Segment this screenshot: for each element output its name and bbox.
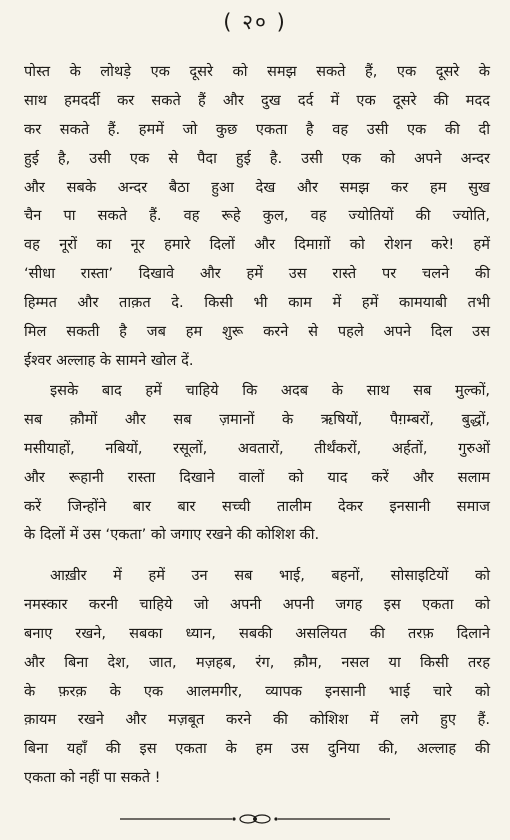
text-line: मिल सकती है जब हम शुरू करने से पहले अपने दिल उस — [24, 323, 490, 341]
page-number: ( २० ) — [223, 10, 287, 34]
text-line: साथ हमदर्दी कर सकते हैं और दुख दर्द में एक दूसरे की मदद — [24, 91, 490, 109]
text-line: सब क़ौमों और सब ज़मानों के ऋषियों, पैग़म्बरों, बुद्धों, — [24, 410, 490, 428]
paragraph-1 — [24, 58, 490, 376]
text-line: एकता को नहीं पा सकते ! — [24, 769, 161, 787]
text-line: हिम्मत और ताक़त दे. किसी भी काम में हमें कामयाबी तभी — [24, 294, 490, 312]
text-line: नमस्कार करनी चाहिये जो अपनी अपनी जगह इस एकता को — [24, 595, 490, 613]
text-line: हुई है, उसी एक से पैदा हुई है. उसी एक को अपने अन्दर — [24, 149, 490, 167]
text-line: ईश्वर अल्लाह के सामने खोल दें. — [24, 351, 194, 369]
text-line: आख़ीर में हमें उन सब भाई, बहनों, सोसाइटियों को — [50, 567, 490, 584]
paragraph-2 — [24, 377, 490, 550]
text-line: बनाए रखने, सबका ध्यान, सबकी असलियत की तरफ़ दिलाने — [24, 624, 490, 642]
text-line: पोस्त के लोथड़े एक दूसरे को समझ सकते हैं, एक दूसरे के — [24, 63, 490, 80]
text-line: क़ायम रखने और मज़बूत करने की कोशिश में लगे हुए हैं. — [24, 711, 490, 729]
text-line: चैन पा सकते हैं. वह रूहे कुल, वह ज्योतियों की ज्योति, — [24, 207, 490, 225]
text-line: और बिना देश, जात, मज़हब, रंग, क़ौम, नसल या किसी तरह — [24, 653, 490, 671]
text-line: ‘सीधा रास्ता’ दिखावे और हमें उस रास्ते पर चलने की — [24, 265, 490, 283]
text-line: करें जिन्होंने बार बार सच्ची तालीम देकर इनसानी समाज — [24, 497, 490, 515]
text-line: इसके बाद हमें चाहिये कि अदब के साथ सब मुल्कों, — [50, 382, 490, 399]
text-line: बिना यहाँ की इस एकता के हम उस दुनिया की, अल्लाह की — [24, 740, 490, 758]
footer-rule-ornament — [120, 812, 390, 826]
text-line: कर सकते हैं. हममें जो कुछ एकता है वह उसी एक की दी — [24, 120, 490, 138]
text-line: मसीयाहों, नबियों, रसूलों, अवतारों, तीर्थंकरों, अर्हतों, गुरुओं — [24, 439, 490, 457]
text-line: के फ़रक़ के एक आलमगीर, व्यापक इनसानी भाई चारे को — [24, 682, 490, 700]
text-line: और रूहानी रास्ता दिखाने वालों को याद करें और सलाम — [24, 468, 490, 486]
paragraph-3 — [24, 562, 490, 793]
text-line: और सबके अन्दर बैठा हुआ देख और समझ कर हम सुख — [24, 178, 490, 196]
text-line: वह नूरों का नूर हमारे दिलों और दिमाग़ों को रोशन करे! हमें — [24, 236, 490, 254]
text-line: के दिलों में उस ‘एकता’ को जगाए रखने की कोशिश की. — [24, 526, 320, 544]
